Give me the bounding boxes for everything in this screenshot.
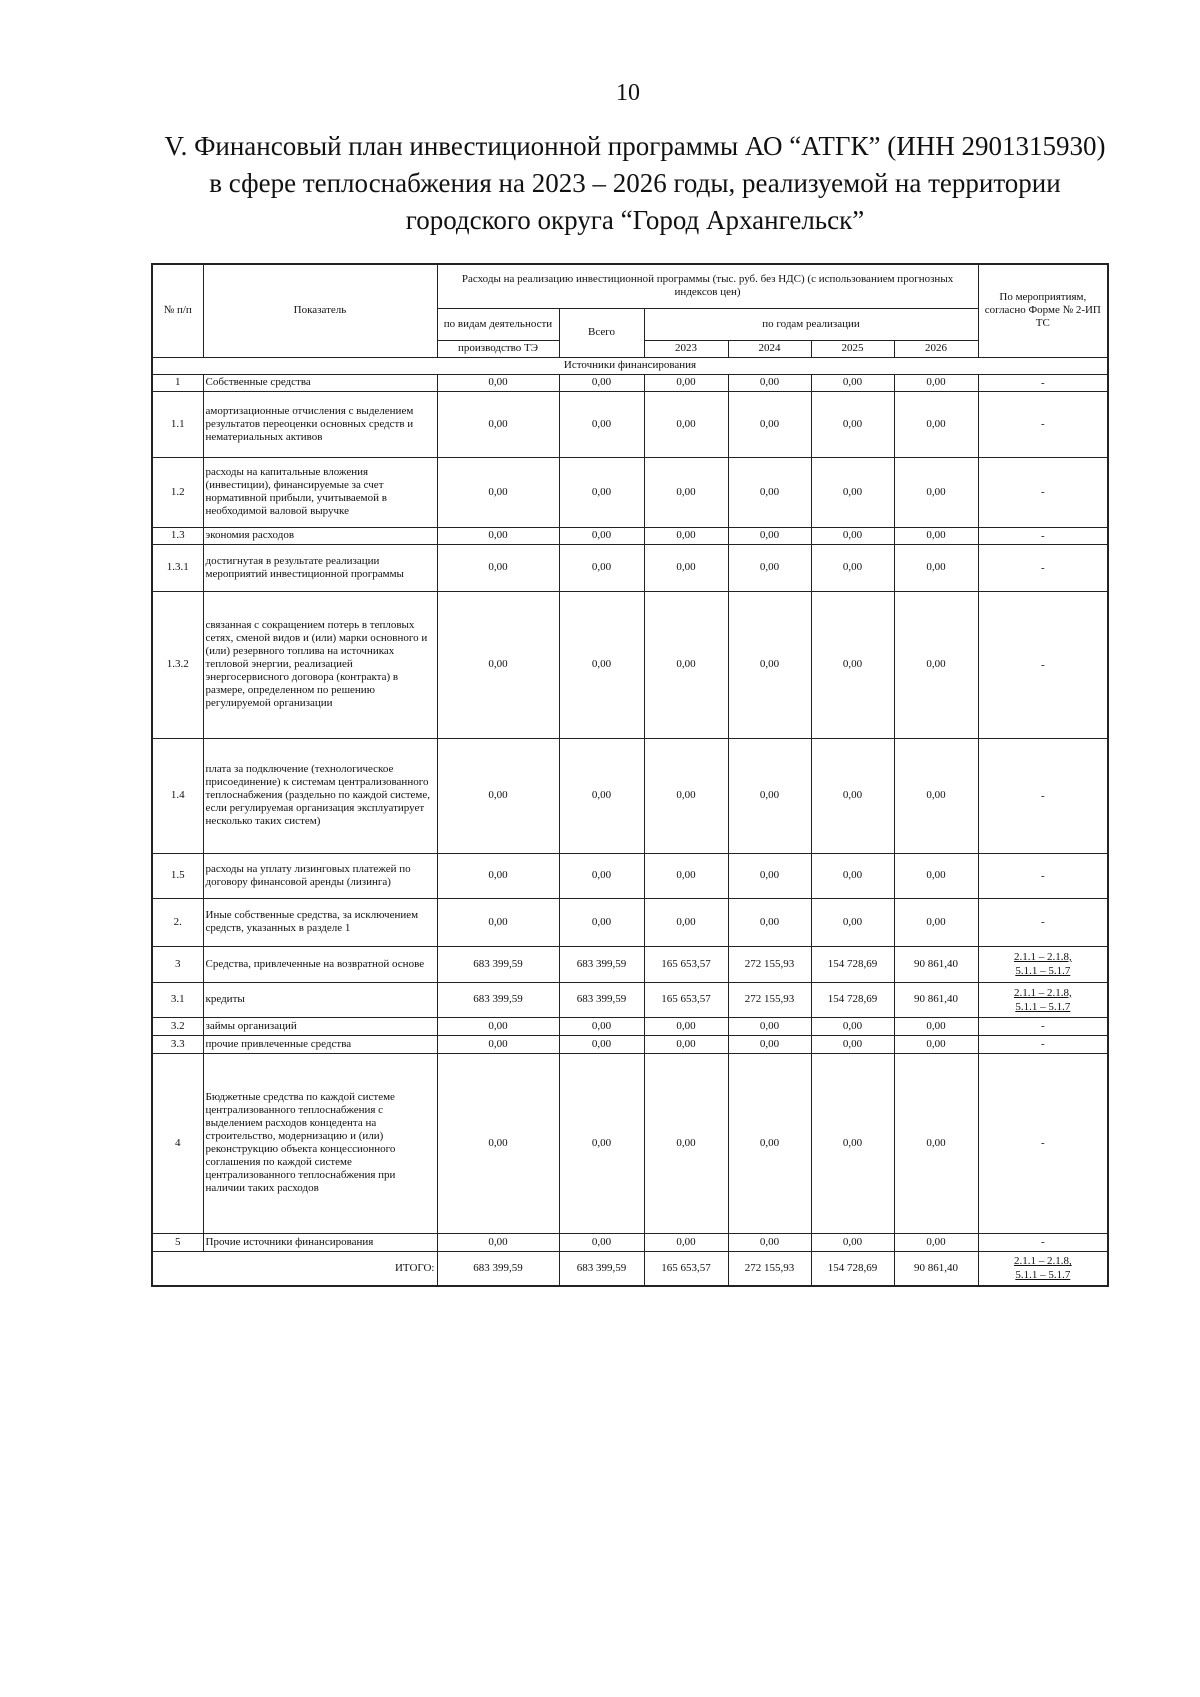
value-cell: 0,00 [644,1035,728,1053]
value-cell: 0,00 [559,853,644,898]
value-cell: 0,00 [811,457,894,527]
row-number: 1.2 [152,457,203,527]
table-row [152,853,1108,898]
total-value-cell: 90 861,40 [894,1251,978,1286]
title-line-2: в сфере теплоснабжения на 2023 – 2026 годы, реализуемой на территории [209,168,1061,198]
row-number: 1.4 [152,738,203,853]
header-by-activity: по видам деятельности [437,308,559,340]
value-cell: 0,00 [811,591,894,738]
value-cell: 0,00 [894,853,978,898]
value-cell: 0,00 [437,544,559,591]
value-cell: 0,00 [559,1035,644,1053]
header-year: 2024 [728,340,811,357]
value-cell: 0,00 [894,1035,978,1053]
value-cell: 0,00 [644,527,728,544]
value-cell: 0,00 [728,738,811,853]
measures-ref-cell [978,1017,1108,1035]
value-cell: 90 861,40 [894,982,978,1017]
value-cell: 0,00 [437,898,559,946]
row-number: 3.3 [152,1035,203,1053]
value-cell: 0,00 [644,853,728,898]
row-number: 1.3.1 [152,544,203,591]
measures-ref-cell [978,1251,1108,1286]
value-cell: 0,00 [728,374,811,391]
row-indicator: Собственные средства [203,374,437,391]
value-cell: 0,00 [559,391,644,457]
row-indicator: расходы на уплату лизинговых платежей по договору финансовой аренды (лизинга) [203,853,437,898]
measures-ref-cell [978,853,1108,898]
header-year: 2026 [894,340,978,357]
value-cell: 0,00 [644,1053,728,1233]
row-indicator: Средства, привлеченные на возвратной основе [203,946,437,982]
value-cell: 0,00 [644,374,728,391]
value-cell: 0,00 [894,1233,978,1251]
total-value-cell: 154 728,69 [811,1251,894,1286]
measures-ref-cell [978,544,1108,591]
value-cell: 0,00 [559,738,644,853]
table-row [152,898,1108,946]
value-cell: 154 728,69 [811,982,894,1017]
value-cell: 90 861,40 [894,946,978,982]
value-cell: 0,00 [437,391,559,457]
measures-ref-cell [978,391,1108,457]
row-indicator: кредиты [203,982,437,1017]
measures-ref: 5.1.1 – 5.1.7 [1015,1000,1071,1013]
value-cell: 0,00 [894,457,978,527]
table-row [152,374,1108,391]
value-cell: 0,00 [559,1233,644,1251]
measures-ref: 2.1.1 – 2.1.8, [1013,1255,1072,1268]
row-number: 4 [152,1053,203,1233]
value-cell: 0,00 [728,391,811,457]
value-cell: 0,00 [728,1053,811,1233]
row-indicator: Иные собственные средства, за исключением средств, указанных в разделе 1 [203,898,437,946]
table-row [152,591,1108,738]
value-cell: 0,00 [728,544,811,591]
value-cell: 0,00 [437,374,559,391]
measures-ref: 5.1.1 – 5.1.7 [1015,965,1071,977]
value-cell: 0,00 [894,527,978,544]
measures-ref-cell [978,898,1108,946]
value-cell: 683 399,59 [437,946,559,982]
value-cell: 0,00 [894,391,978,457]
title-line-3: городского округа “Город Архангельск” [405,205,865,235]
value-cell: 0,00 [559,898,644,946]
total-value-cell: 272 155,93 [728,1251,811,1286]
header-year: 2023 [644,340,728,357]
value-cell: 0,00 [559,527,644,544]
financial-plan-table [151,263,1109,1287]
value-cell: 0,00 [437,457,559,527]
value-cell: 0,00 [728,591,811,738]
measures-ref-cell [978,374,1108,391]
value-cell: 0,00 [644,1017,728,1035]
value-cell: 0,00 [437,591,559,738]
page-number: 10 [616,80,640,106]
header-year: 2025 [811,340,894,357]
value-cell: 0,00 [728,527,811,544]
value-cell: 0,00 [644,738,728,853]
row-indicator: Прочие источники финансирования [203,1233,437,1251]
measures-ref-cell [978,1035,1108,1053]
table-row [152,1053,1108,1233]
value-cell: 0,00 [811,898,894,946]
header-by-years: по годам реализации [644,308,978,340]
row-number: 3 [152,946,203,982]
measures-ref: - [1040,869,1045,882]
table-row [152,1233,1108,1251]
row-indicator: экономия расходов [203,527,437,544]
value-cell: 0,00 [559,374,644,391]
row-indicator: расходы на капитальные вложения (инвестиции), финансируемые за счет нормативной прибыли, учитываемой в необходимой валовой выручке [203,457,437,527]
value-cell: 0,00 [811,391,894,457]
measures-ref: - [1040,418,1045,430]
header-production: производство ТЭ [437,340,559,357]
row-number: 3.1 [152,982,203,1017]
measures-ref: - [1040,1020,1045,1032]
value-cell: 0,00 [894,898,978,946]
measures-ref-cell [978,738,1108,853]
measures-ref-cell [978,1053,1108,1233]
total-value-cell: 165 653,57 [644,1251,728,1286]
value-cell: 0,00 [811,544,894,591]
header-indicator: Показатель [203,264,437,357]
table-row [152,457,1108,527]
measures-ref-cell [978,527,1108,544]
value-cell: 0,00 [811,374,894,391]
table-row [152,1035,1108,1053]
measures-ref: - [1040,658,1045,671]
header-total: Всего [559,308,644,357]
measures-ref-cell [978,591,1108,738]
value-cell: 0,00 [728,1233,811,1251]
value-cell: 0,00 [437,853,559,898]
measures-ref: 2.1.1 – 2.1.8, [1013,951,1072,963]
header-expenses: Расходы на реализацию инвестиционной программы (тыс. руб. без НДС) (с использованием прогнозных индексов цен) [437,264,978,308]
value-cell: 683 399,59 [559,982,644,1017]
value-cell: 0,00 [894,1053,978,1233]
value-cell: 0,00 [894,544,978,591]
value-cell: 0,00 [894,591,978,738]
row-number: 1.5 [152,853,203,898]
row-indicator: прочие привлеченные средства [203,1035,437,1053]
value-cell: 0,00 [811,1233,894,1251]
value-cell: 683 399,59 [437,982,559,1017]
table-row [152,946,1108,982]
row-indicator: связанная с сокращением потерь в тепловых сетях, сменой видов и (или) марки основного и (или) резервного топлива на источниках тепловой энергии, реализацией энергосервисного договора (контракта) в размере, определенном по решению регулируемой организации [203,591,437,738]
value-cell: 0,00 [559,591,644,738]
value-cell: 0,00 [559,1017,644,1035]
value-cell: 0,00 [728,898,811,946]
measures-ref-cell [978,946,1108,982]
row-indicator: плата за подключение (технологическое присоединение) к системам централизованного теплоснабжения (раздельно по каждой системе, если регулируемая организация эксплуатирует несколько таких систем) [203,738,437,853]
value-cell: 0,00 [811,1035,894,1053]
value-cell: 0,00 [728,457,811,527]
row-number: 1 [152,374,203,391]
value-cell: 0,00 [437,1053,559,1233]
measures-ref-cell [978,1233,1108,1251]
measures-ref: 5.1.1 – 5.1.7 [1015,1269,1071,1282]
value-cell: 0,00 [559,544,644,591]
measures-ref: - [1040,789,1045,802]
row-number: 1.1 [152,391,203,457]
value-cell: 0,00 [728,853,811,898]
row-indicator: займы организаций [203,1017,437,1035]
table-row [152,527,1108,544]
total-label: ИТОГО: [152,1251,437,1286]
measures-ref: - [1040,561,1045,574]
value-cell: 0,00 [811,1053,894,1233]
row-number: 1.3.2 [152,591,203,738]
value-cell: 0,00 [437,738,559,853]
measures-ref-cell [978,982,1108,1017]
value-cell: 154 728,69 [811,946,894,982]
document-title [140,128,1130,239]
value-cell: 0,00 [559,1053,644,1233]
value-cell: 0,00 [811,527,894,544]
row-indicator: достигнутая в результате реализации мероприятий инвестиционной программы [203,544,437,591]
header-by-measures: По мероприятиям, согласно Форме № 2-ИП ТС [978,264,1108,357]
value-cell: 0,00 [437,1233,559,1251]
value-cell: 0,00 [728,1017,811,1035]
row-number: 5 [152,1233,203,1251]
table-row [152,738,1108,853]
value-cell: 0,00 [437,527,559,544]
value-cell: 0,00 [644,591,728,738]
measures-ref: - [1040,376,1045,389]
table-row [152,982,1108,1017]
measures-ref: - [1040,1137,1045,1149]
row-number: 3.2 [152,1017,203,1035]
value-cell: 165 653,57 [644,982,728,1017]
value-cell: 165 653,57 [644,946,728,982]
measures-ref: - [1040,529,1045,542]
value-cell: 0,00 [644,1233,728,1251]
value-cell: 0,00 [644,898,728,946]
row-number: 2. [152,898,203,946]
title-line-1: V. Финансовый план инвестиционной программы АО “АТГК” (ИНН 2901315930) [164,131,1106,161]
table-row [152,391,1108,457]
value-cell: 0,00 [728,1035,811,1053]
value-cell: 0,00 [644,544,728,591]
header-num: № п/п [152,264,203,357]
value-cell: 0,00 [437,1035,559,1053]
value-cell: 683 399,59 [559,946,644,982]
row-number: 1.3 [152,527,203,544]
value-cell: 272 155,93 [728,982,811,1017]
value-cell: 0,00 [894,1017,978,1035]
table-row [152,544,1108,591]
row-indicator: амортизационные отчисления с выделением результатов переоценки основных средств и нематериальных активов [203,391,437,457]
value-cell: 0,00 [811,853,894,898]
row-indicator: Бюджетные средства по каждой системе централизованного теплоснабжения с выделением расходов концедента на строительство, модернизацию и (или) реконструкцию объекта концессионного соглашения по каждой системе централизованного теплоснабжения при наличии таких расходов [203,1053,437,1233]
value-cell: 0,00 [437,1017,559,1035]
total-value-cell: 683 399,59 [437,1251,559,1286]
measures-ref: 2.1.1 – 2.1.8, [1013,986,1072,999]
value-cell: 0,00 [644,457,728,527]
value-cell: 0,00 [644,391,728,457]
value-cell: 0,00 [894,374,978,391]
value-cell: 0,00 [559,457,644,527]
total-value-cell: 683 399,59 [559,1251,644,1286]
value-cell: 0,00 [811,1017,894,1035]
value-cell: 0,00 [894,738,978,853]
total-row [152,1251,1108,1286]
value-cell: 0,00 [811,738,894,853]
table-row [152,1017,1108,1035]
measures-ref: - [1040,916,1045,928]
section-title: Источники финансирования [152,357,1108,374]
value-cell: 272 155,93 [728,946,811,982]
measures-ref: - [1040,486,1045,498]
measures-ref: - [1040,1038,1045,1050]
measures-ref-cell [978,457,1108,527]
measures-ref: - [1040,1236,1045,1248]
